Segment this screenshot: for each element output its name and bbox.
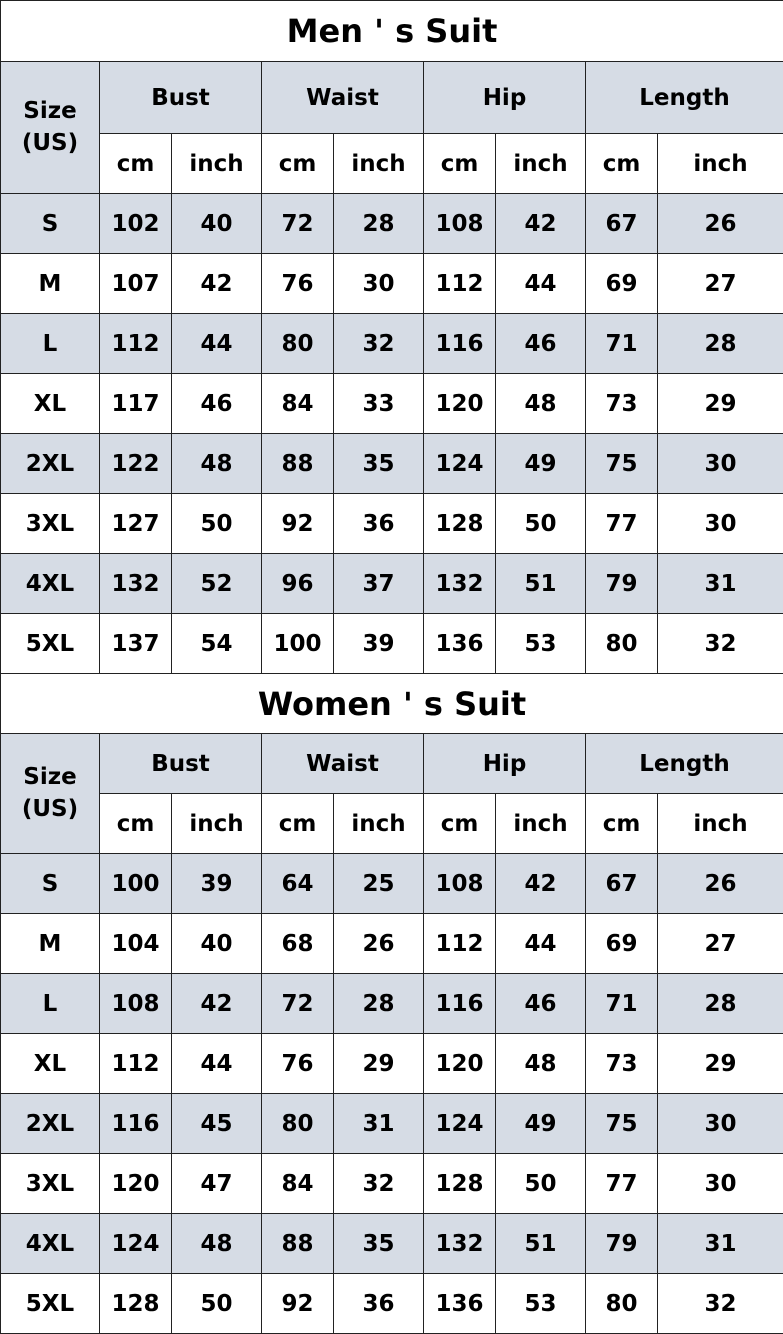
group-header-waist: Waist — [262, 734, 424, 794]
size-cell: XL — [1, 374, 100, 434]
measurement-cell: 42 — [172, 254, 262, 314]
size-column-header — [1, 62, 100, 194]
table-row — [1, 194, 783, 254]
measurement-cell: 132 — [424, 1214, 496, 1274]
size-header-line1: Size — [23, 764, 77, 791]
measurement-cell: 51 — [496, 1214, 586, 1274]
group-header-length: Length — [586, 734, 783, 794]
table-row — [1, 1214, 783, 1274]
measurement-cell: 120 — [424, 374, 496, 434]
measurement-cell: 32 — [658, 1274, 783, 1334]
measurement-cell: 137 — [100, 614, 172, 674]
measurement-cell: 51 — [496, 554, 586, 614]
table-row — [1, 614, 783, 674]
measurement-cell: 44 — [496, 254, 586, 314]
measurement-cell: 27 — [658, 914, 783, 974]
measurement-cell: 116 — [424, 314, 496, 374]
unit-header: inch — [172, 794, 262, 854]
measurement-cell: 44 — [496, 914, 586, 974]
measurement-cell: 69 — [586, 254, 658, 314]
measurement-cell: 32 — [334, 1154, 424, 1214]
chart-title: Women ' s Suit — [1, 674, 783, 734]
measurement-cell: 40 — [172, 914, 262, 974]
measurement-cell: 120 — [100, 1154, 172, 1214]
measurement-cell: 80 — [586, 1274, 658, 1334]
measurement-cell: 120 — [424, 1034, 496, 1094]
group-header-hip: Hip — [424, 734, 586, 794]
measurement-cell: 100 — [100, 854, 172, 914]
measurement-cell: 53 — [496, 1274, 586, 1334]
unit-header: inch — [334, 794, 424, 854]
measurement-cell: 116 — [424, 974, 496, 1034]
measurement-cell: 28 — [334, 194, 424, 254]
measurement-cell: 42 — [496, 194, 586, 254]
measurement-cell: 124 — [424, 434, 496, 494]
table-row — [1, 1034, 783, 1094]
unit-header: cm — [262, 134, 334, 194]
measurement-cell: 77 — [586, 494, 658, 554]
measurement-cell: 108 — [100, 974, 172, 1034]
table-row — [1, 314, 783, 374]
group-header-bust: Bust — [100, 734, 262, 794]
measurement-cell: 80 — [262, 1094, 334, 1154]
measurement-cell: 107 — [100, 254, 172, 314]
measurement-cell: 49 — [496, 1094, 586, 1154]
measurement-cell: 46 — [496, 974, 586, 1034]
measurement-cell: 44 — [172, 314, 262, 374]
measurement-cell: 29 — [658, 374, 783, 434]
measurement-cell: 35 — [334, 434, 424, 494]
group-header-bust: Bust — [100, 62, 262, 134]
measurement-cell: 26 — [334, 914, 424, 974]
size-cell: 4XL — [1, 554, 100, 614]
measurement-cell: 46 — [172, 374, 262, 434]
measurement-cell: 76 — [262, 254, 334, 314]
measurement-cell: 44 — [172, 1034, 262, 1094]
measurement-cell: 96 — [262, 554, 334, 614]
measurement-cell: 25 — [334, 854, 424, 914]
table-row — [1, 254, 783, 314]
size-cell: XL — [1, 1034, 100, 1094]
measurement-cell: 122 — [100, 434, 172, 494]
group-header-waist: Waist — [262, 62, 424, 134]
unit-header: cm — [100, 794, 172, 854]
size-cell: S — [1, 854, 100, 914]
measurement-cell: 79 — [586, 554, 658, 614]
measurement-cell: 108 — [424, 194, 496, 254]
measurement-cell: 28 — [334, 974, 424, 1034]
measurement-cell: 92 — [262, 494, 334, 554]
group-header-hip: Hip — [424, 62, 586, 134]
unit-header: inch — [658, 794, 783, 854]
measurement-cell: 48 — [172, 1214, 262, 1274]
measurement-cell: 77 — [586, 1154, 658, 1214]
measurement-cell: 88 — [262, 434, 334, 494]
unit-header: inch — [658, 134, 783, 194]
unit-header: cm — [424, 134, 496, 194]
measurement-cell: 136 — [424, 1274, 496, 1334]
measurement-cell: 136 — [424, 614, 496, 674]
table-row — [1, 974, 783, 1034]
unit-header: cm — [262, 794, 334, 854]
measurement-cell: 124 — [424, 1094, 496, 1154]
size-cell: 2XL — [1, 1094, 100, 1154]
measurement-cell: 67 — [586, 194, 658, 254]
table-row — [1, 1154, 783, 1214]
measurement-cell: 53 — [496, 614, 586, 674]
measurement-cell: 28 — [658, 974, 783, 1034]
measurement-cell: 64 — [262, 854, 334, 914]
measurement-cell: 29 — [334, 1034, 424, 1094]
measurement-cell: 32 — [658, 614, 783, 674]
measurement-cell: 75 — [586, 1094, 658, 1154]
measurement-cell: 127 — [100, 494, 172, 554]
measurement-cell: 47 — [172, 1154, 262, 1214]
measurement-cell: 72 — [262, 194, 334, 254]
measurement-cell: 132 — [424, 554, 496, 614]
measurement-cell: 30 — [334, 254, 424, 314]
chart-title: Men ' s Suit — [1, 1, 783, 62]
measurement-cell: 27 — [658, 254, 783, 314]
measurement-cell: 71 — [586, 314, 658, 374]
unit-header: cm — [424, 794, 496, 854]
measurement-cell: 117 — [100, 374, 172, 434]
size-header-line2: (US) — [21, 795, 79, 822]
group-header-length: Length — [586, 62, 783, 134]
measurement-cell: 73 — [586, 1034, 658, 1094]
size-column-header — [1, 734, 100, 854]
measurement-cell: 26 — [658, 854, 783, 914]
measurement-cell: 36 — [334, 494, 424, 554]
measurement-cell: 30 — [658, 1154, 783, 1214]
measurement-cell: 45 — [172, 1094, 262, 1154]
measurement-cell: 73 — [586, 374, 658, 434]
measurement-cell: 128 — [424, 494, 496, 554]
unit-header: cm — [586, 794, 658, 854]
unit-header: cm — [586, 134, 658, 194]
measurement-cell: 112 — [424, 914, 496, 974]
measurement-cell: 42 — [496, 854, 586, 914]
women-size-chart — [0, 673, 783, 1334]
size-cell: 5XL — [1, 1274, 100, 1334]
measurement-cell: 30 — [658, 434, 783, 494]
measurement-cell: 29 — [658, 1034, 783, 1094]
measurement-cell: 31 — [658, 554, 783, 614]
size-cell: M — [1, 254, 100, 314]
unit-header: inch — [496, 794, 586, 854]
measurement-cell: 104 — [100, 914, 172, 974]
table-row — [1, 914, 783, 974]
measurement-cell: 35 — [334, 1214, 424, 1274]
measurement-cell: 50 — [172, 494, 262, 554]
measurement-cell: 37 — [334, 554, 424, 614]
measurement-cell: 75 — [586, 434, 658, 494]
size-header-line1: Size — [23, 98, 77, 125]
measurement-cell: 124 — [100, 1214, 172, 1274]
measurement-cell: 36 — [334, 1274, 424, 1334]
measurement-cell: 112 — [100, 314, 172, 374]
unit-header: inch — [172, 134, 262, 194]
unit-header: cm — [100, 134, 172, 194]
measurement-cell: 52 — [172, 554, 262, 614]
size-header-line2: (US) — [21, 129, 79, 156]
measurement-cell: 132 — [100, 554, 172, 614]
size-table — [0, 673, 783, 1334]
measurement-cell: 84 — [262, 1154, 334, 1214]
measurement-cell: 42 — [172, 974, 262, 1034]
measurement-cell: 80 — [586, 614, 658, 674]
measurement-cell: 50 — [496, 494, 586, 554]
measurement-cell: 112 — [424, 254, 496, 314]
measurement-cell: 72 — [262, 974, 334, 1034]
measurement-cell: 76 — [262, 1034, 334, 1094]
unit-header: inch — [334, 134, 424, 194]
measurement-cell: 100 — [262, 614, 334, 674]
measurement-cell: 116 — [100, 1094, 172, 1154]
measurement-cell: 50 — [496, 1154, 586, 1214]
measurement-cell: 30 — [658, 1094, 783, 1154]
measurement-cell: 28 — [658, 314, 783, 374]
measurement-cell: 67 — [586, 854, 658, 914]
table-body — [1, 854, 783, 1334]
measurement-cell: 71 — [586, 974, 658, 1034]
measurement-cell: 39 — [334, 614, 424, 674]
measurement-cell: 80 — [262, 314, 334, 374]
measurement-cell: 33 — [334, 374, 424, 434]
unit-header: inch — [496, 134, 586, 194]
measurement-cell: 46 — [496, 314, 586, 374]
measurement-cell: 84 — [262, 374, 334, 434]
table-row — [1, 1094, 783, 1154]
measurement-cell: 54 — [172, 614, 262, 674]
measurement-cell: 128 — [424, 1154, 496, 1214]
measurement-cell: 102 — [100, 194, 172, 254]
measurement-cell: 112 — [100, 1034, 172, 1094]
measurement-cell: 48 — [172, 434, 262, 494]
size-cell: L — [1, 974, 100, 1034]
table-row — [1, 374, 783, 434]
size-cell: 2XL — [1, 434, 100, 494]
measurement-cell: 32 — [334, 314, 424, 374]
measurement-cell: 79 — [586, 1214, 658, 1274]
measurement-cell: 68 — [262, 914, 334, 974]
measurement-cell: 26 — [658, 194, 783, 254]
measurement-cell: 49 — [496, 434, 586, 494]
table-row — [1, 494, 783, 554]
measurement-cell: 69 — [586, 914, 658, 974]
measurement-cell: 108 — [424, 854, 496, 914]
size-cell: L — [1, 314, 100, 374]
table-row — [1, 854, 783, 914]
measurement-cell: 92 — [262, 1274, 334, 1334]
table-row — [1, 434, 783, 494]
table-row — [1, 554, 783, 614]
measurement-cell: 48 — [496, 1034, 586, 1094]
measurement-cell: 88 — [262, 1214, 334, 1274]
size-cell: M — [1, 914, 100, 974]
table-row — [1, 1274, 783, 1334]
measurement-cell: 31 — [658, 1214, 783, 1274]
size-cell: 5XL — [1, 614, 100, 674]
size-cell: 3XL — [1, 1154, 100, 1214]
measurement-cell: 30 — [658, 494, 783, 554]
size-cell: 4XL — [1, 1214, 100, 1274]
size-cell: 3XL — [1, 494, 100, 554]
size-cell: S — [1, 194, 100, 254]
measurement-cell: 50 — [172, 1274, 262, 1334]
measurement-cell: 31 — [334, 1094, 424, 1154]
measurement-cell: 48 — [496, 374, 586, 434]
measurement-cell: 128 — [100, 1274, 172, 1334]
table-body — [1, 194, 783, 674]
measurement-cell: 39 — [172, 854, 262, 914]
measurement-cell: 40 — [172, 194, 262, 254]
